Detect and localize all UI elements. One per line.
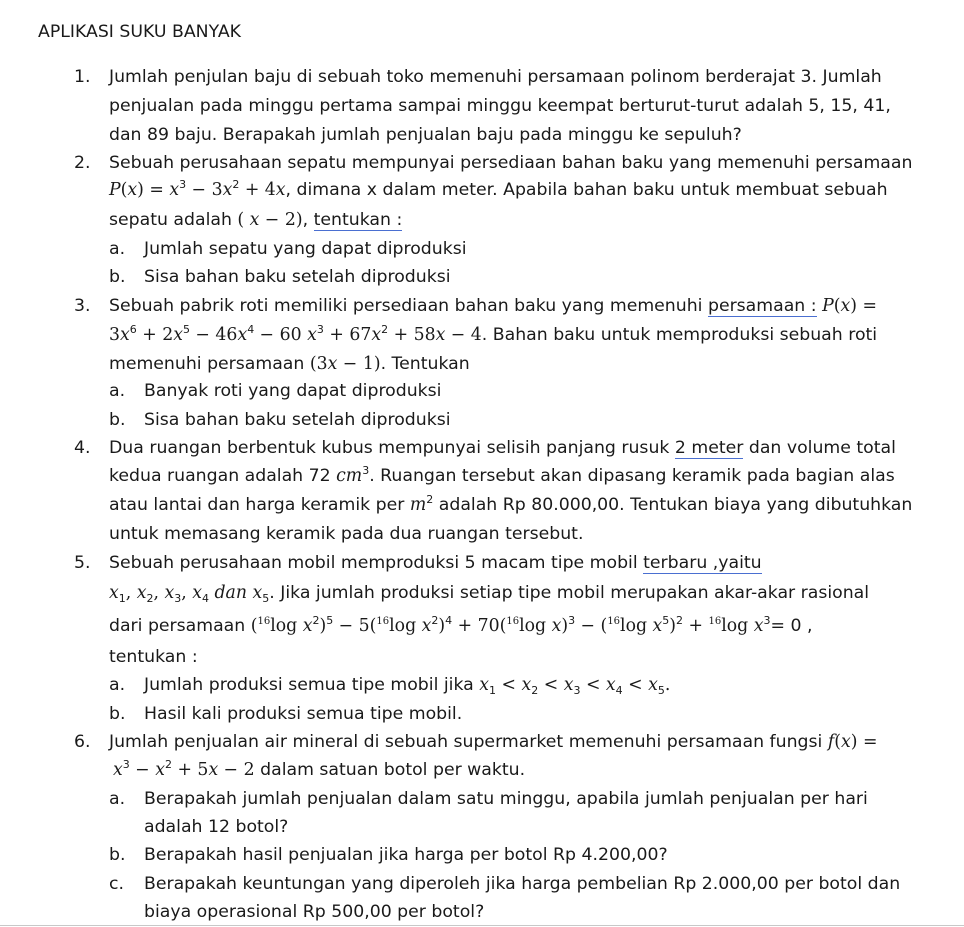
q3a-text: Banyak roti yang dapat diproduksi	[144, 381, 442, 401]
q2-divisor-formula: (	[237, 210, 250, 230]
q2b-text: Sisa bahan baku setelah diproduksi	[144, 267, 451, 287]
q6b-text: Berapakah hasil penjualan jika harga per botol Rp 4.200,00?	[144, 845, 668, 865]
q2-line-2: $P(x) = x^3 - 3x^2 + 4x$, dimana x dalam meter. Apabila bahan baku untuk membuat sebuah	[109, 178, 888, 200]
q5a-inequality-formula: x	[479, 675, 490, 695]
q3-line-1: Sebuah pabrik roti memiliki persediaan bahan baku yang memenuhi persamaan : P(x) =	[109, 296, 877, 316]
q1-line-3: dan 89 baju. Berapakah jumlah penjualan baju pada minggu ke sepuluh?	[109, 125, 742, 145]
q2-tentukan-link: tentukan :	[313, 210, 403, 230]
q5b-label: b.	[109, 704, 126, 724]
q1-line-2: penjualan pada minggu pertama sampai minggu keempat berturut-turut adalah 5, 15, 41,	[109, 96, 891, 116]
q4-line-4: untuk memasang keramik pada dua ruangan tersebut.	[109, 524, 584, 544]
q6a-line-2: adalah 12 botol?	[144, 817, 289, 837]
q6-number: 6.	[74, 732, 91, 752]
q4-line-3: atau lantai dan harga keramik per $m^2$ adalah Rp 80.000,00. Tentukan biaya yang dibutuhkan	[109, 493, 913, 515]
q5a-text: Jumlah produksi semua tipe mobil jika $x_1 < x_2 < x_3 < x_4 < x_5$.	[144, 675, 671, 697]
q3-persamaan-link: persamaan :	[707, 296, 817, 316]
q4-number: 4.	[74, 438, 91, 458]
q2-polynomial-formula: P	[109, 180, 121, 200]
q3-line-3: memenuhi persamaan (3x − 1). Tentukan	[109, 354, 470, 374]
q3-divisor-formula: (3	[309, 354, 328, 374]
q5-line-3: dari persamaan ($^{16}$log $x^2)^5 - 5(^{16}\log$ $x^2)^4 + 70(^{16}\log$ x)$^3$ − ($^{16}$log $x^5)^2 + ^{16}\log$ $x^3= 0$ ,	[109, 614, 813, 636]
q2-line-1: Sebuah perusahaan sepatu mempunyai persediaan bahan baku yang memenuhi persamaan	[109, 153, 913, 173]
q3-polynomial-formula: 3	[109, 325, 120, 345]
q6a-label: a.	[109, 789, 126, 809]
q5-number: 5.	[74, 553, 91, 573]
q2a-text: Jumlah sepatu yang dapat diproduksi	[144, 239, 467, 259]
q5-line-4: tentukan :	[109, 647, 198, 667]
q4-2meter-link: 2 meter	[674, 438, 744, 458]
q4-line-1: Dua ruangan berbentuk kubus mempunyai selisih panjang rusuk 2 meter dan volume total	[109, 438, 896, 458]
q5b-text: Hasil kali produksi semua tipe mobil.	[144, 704, 463, 724]
q1-number: 1.	[74, 67, 91, 87]
q2-line-3-lead: sepatu adalah	[109, 210, 232, 230]
q5a-label: a.	[109, 675, 126, 695]
q6-line-1: Jumlah penjualan air mineral di sebuah supermarket memenuhi persamaan fungsi f(x) =	[109, 732, 878, 752]
document-title: APLIKASI SUKU BANYAK	[38, 22, 241, 42]
q3b-text: Sisa bahan baku setelah diproduksi	[144, 410, 451, 430]
q5-roots-formula: x	[109, 583, 119, 603]
q6b-label: b.	[109, 845, 126, 865]
q4-line-2: kedua ruangan adalah 72 $cm^3$. Ruangan tersebut akan dipasang keramik pada bagian alas	[109, 464, 895, 486]
page-bottom-divider	[0, 925, 964, 926]
q6-function-formula: x	[113, 760, 123, 780]
q2-line-3: sepatu adalah ( x − 2), tentukan :	[109, 210, 403, 230]
q2a-label: a.	[109, 239, 126, 259]
q3-number: 3.	[74, 296, 91, 316]
q2b-label: b.	[109, 267, 126, 287]
q6c-line-1: Berapakah keuntungan yang diperoleh jika harga pembelian Rp 2.000,00 per botol dan	[144, 874, 901, 894]
q6c-line-2: biaya operasional Rp 500,00 per botol?	[144, 902, 485, 922]
q2-number: 2.	[74, 153, 91, 173]
q5-line-2: $x_1$, $x_2$, $x_3$, $x_4$ dan $x_5$. Jika jumlah produksi setiap tipe mobil merupakan akar-akar rasional	[109, 583, 870, 605]
q6a-line-1: Berapakah jumlah penjualan dalam satu minggu, apabila jumlah penjualan per hari	[144, 789, 868, 809]
q3a-label: a.	[109, 381, 126, 401]
q2-line-2-text: , dimana x dalam meter. Apabila bahan baku untuk membuat sebuah	[285, 180, 888, 200]
q5-line-1: Sebuah perusahaan mobil memproduksi 5 macam tipe mobil terbaru ,yaitu	[109, 553, 762, 573]
q6-line-2: $x^3 - x^2 + 5x - 2$ dalam satuan botol per waktu.	[113, 758, 526, 780]
q3-line-2: $3x^6 + 2x^5 - 46x^4 - 60$ $x^3 + 67x^2 + 58x - 4$. Bahan baku untuk memproduksi sebuah roti	[109, 323, 878, 345]
q5-terbaru-link: terbaru ,yaitu	[643, 553, 762, 573]
q6c-label: c.	[109, 874, 124, 894]
q1-line-1: Jumlah penjulan baju di sebuah toko memenuhi persamaan polinom berderajat 3. Jumlah	[109, 67, 882, 87]
q5-equation-formula: (	[250, 616, 258, 636]
q3b-label: b.	[109, 410, 126, 430]
